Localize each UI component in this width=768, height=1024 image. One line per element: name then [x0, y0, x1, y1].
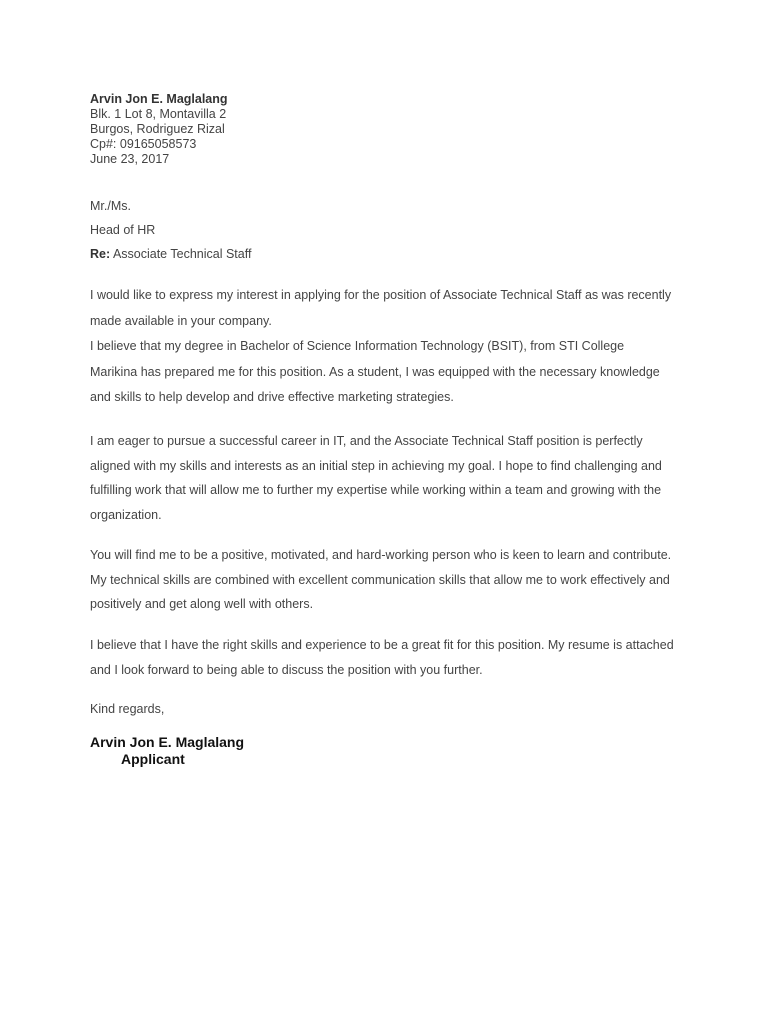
paragraph-line: My technical skills are combined with excellent communication skills that allow me to work effectively and — [90, 572, 670, 587]
subject-label: Re: — [90, 247, 111, 261]
signature-name: Arvin Jon E. Maglalang — [90, 734, 245, 750]
paragraph-interest — [90, 283, 690, 411]
paragraph-line: I believe that my degree in Bachelor of Science Information Technology (BSIT), from STI College — [90, 339, 625, 353]
paragraph-line: I believe that I have the right skills and experience to be a great fit for this position. My resume is attached — [90, 638, 674, 652]
paragraph-line: fulfilling work that will allow me to further my expertise while working within a team and growing with the — [90, 483, 662, 497]
sender-name: Arvin Jon E. Maglalang — [90, 92, 228, 106]
recipient-block — [90, 194, 251, 266]
subject-line — [90, 242, 251, 266]
paragraph-line: and skills to help develop and drive effective marketing strategies. — [90, 390, 454, 404]
recipient-title: Head of HR — [90, 223, 156, 237]
signature-title: Applicant — [121, 751, 185, 767]
letter-date: June 23, 2017 — [90, 152, 170, 166]
sender-address-line2: Burgos, Rodriguez Rizal — [90, 122, 225, 136]
sender-block — [90, 92, 228, 167]
paragraph-line: aligned with my skills and interests as an initial step in achieving my goal. I hope to find challenging and — [90, 458, 662, 473]
paragraph-line: I would like to express my interest in applying for the position of Associate Technical Staff as was recently — [90, 288, 672, 302]
closing-line: Kind regards, — [90, 702, 165, 716]
paragraph-line: made available in your company. — [90, 313, 272, 328]
recipient-salutation: Mr./Ms. — [90, 199, 131, 213]
sender-address-line1: Blk. 1 Lot 8, Montavilla 2 — [90, 107, 227, 121]
paragraph-line: and I look forward to being able to discuss the position with you further. — [90, 662, 483, 677]
paragraph-line: I am eager to pursue a successful career in IT, and the Associate Technical Staff position is perfectly — [90, 434, 643, 448]
sender-phone: Cp#: 09165058573 — [90, 137, 197, 151]
paragraph-line: You will find me to be a positive, motivated, and hard-working person who is keen to learn and contribute. — [90, 548, 672, 562]
signature-block — [90, 734, 244, 768]
subject-value: Associate Technical Staff — [110, 247, 252, 261]
paragraph-qualities — [90, 543, 690, 617]
paragraph-line: positively and get along well with others. — [90, 597, 314, 611]
paragraph-line: Marikina has prepared me for this position. As a student, I was equipped with the necessary knowledge — [90, 364, 660, 379]
paragraph-line: organization. — [90, 507, 162, 522]
paragraph-career — [90, 429, 690, 527]
paragraph-fit — [90, 633, 690, 682]
